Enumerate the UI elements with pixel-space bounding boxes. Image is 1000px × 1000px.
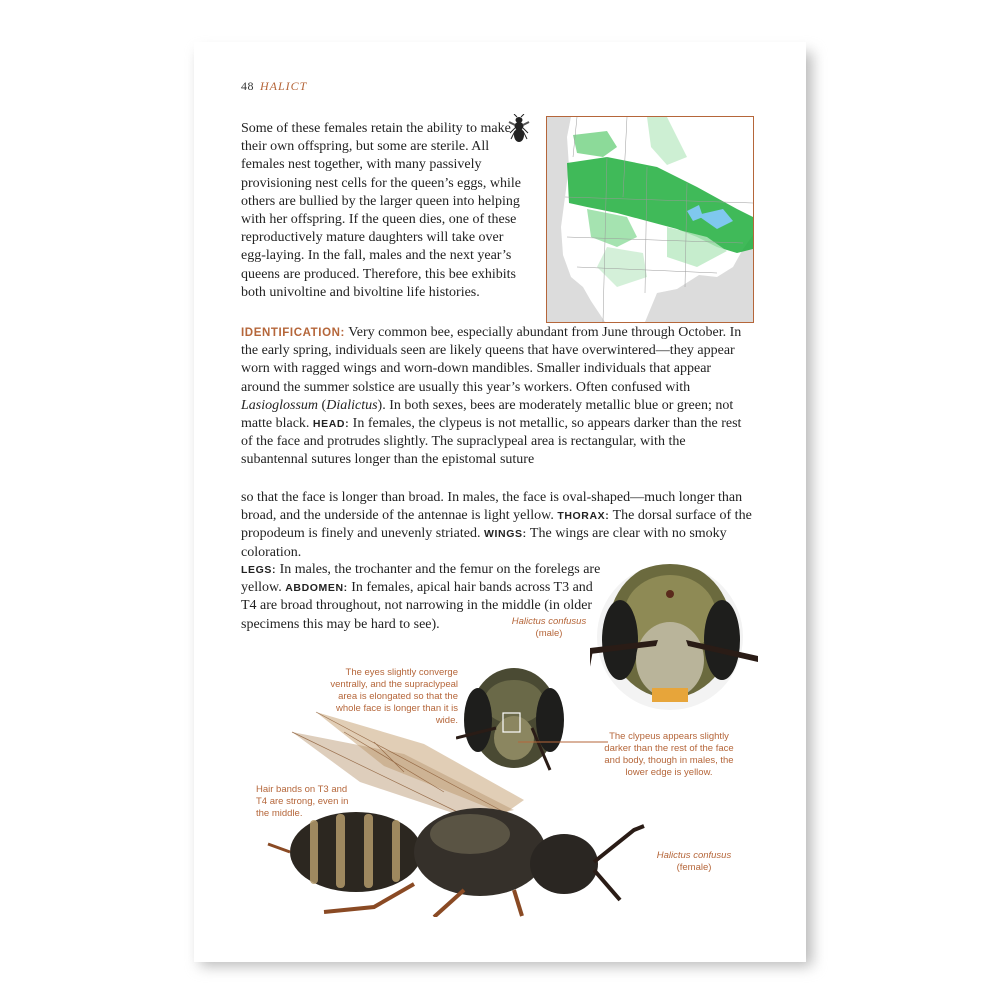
running-head: [241, 79, 307, 94]
identification-text-b: ). In both sexes, bees are moderately metallic blue or green; not matte black.: [241, 397, 734, 432]
male-caption: [494, 616, 604, 640]
identification-text-a: Very common bee, especially abundant from June through October. In the early spring, individuals seen are likely queens that have overwintered—they appear worn with ragged wings and worn-down mandibles. Smaller individuals that appear around the summer solstice are usually this year’s workers. Often confused with: [241, 325, 742, 395]
continued-paragraph: [241, 489, 753, 562]
identification-label: IDENTIFICATION:: [241, 327, 345, 339]
hairbands-note: Hair bands on T3 and T4 are strong, even in the middle.: [256, 784, 349, 819]
thorax-label: THORAX:: [557, 510, 610, 523]
head-label: HEAD:: [312, 418, 350, 431]
head-text: In females, the clypeus is not metallic, so appears darker than the rest of the face and protrudes slightly. The supraclypeal area is rectangular, with the subantennal sutures longer than the epistomal suture: [241, 416, 742, 468]
continued-text: so that the face is longer than broad. In males, the face is oval-shaped—much longer than broad, and the underside of the antennae is light yellow.: [241, 490, 743, 524]
male-sex-label: (male): [535, 628, 563, 639]
section-title: HALICT: [260, 79, 308, 93]
male-species-name: Halictus confusus: [511, 616, 587, 627]
wings-text: The wings are clear with no smoky coloration.: [241, 526, 727, 560]
open-paren: (: [318, 397, 327, 413]
book-page: [194, 42, 806, 962]
thorax-text: The dorsal surface of the propodeum is finely and unevenly striated.: [241, 508, 752, 542]
page-number: 48: [241, 79, 254, 93]
clypeus-note: The clypeus appears slightly darker than the rest of the face and body, though in males, the lower edge is yellow.: [604, 731, 734, 778]
abdomen-text: In females, apical hair bands across T3 and T4 are broad throughout, not narrowing in the middle (in older specimens this may be hard to see).: [241, 580, 593, 632]
wings-label: WINGS:: [484, 528, 527, 541]
range-map: [546, 116, 754, 323]
subgenus-name: Dialictus: [326, 397, 378, 413]
male-face-photo: [590, 560, 758, 714]
genus-name: Lasioglossum: [241, 397, 319, 413]
female-caption: [644, 850, 744, 874]
legs-text: In males, the trochanter and the femur on the forelegs are yellow.: [241, 562, 601, 596]
eyes-note: The eyes slightly converge ventrally, and the supraclypeal area is elongated so that the whole face is longer than it is wide.: [330, 667, 458, 726]
intro-paragraph: Some of these females retain the ability to make their own offspring, but some are sterile. All females nest together, with many passively provisioning nest cells for the queen’s eggs, while others are bullied by the larger queen into helping with her offspring. If the queen dies, one of these reproductively mature daughters will take over egg-laying. In the fall, males and the next year’s queens are produced. Therefore, this bee exhibits both univoltine and bivoltine life histories.: [241, 121, 521, 300]
identification-paragraph: [241, 324, 753, 470]
abdomen-label: ABDOMEN:: [285, 582, 348, 595]
bee-icon: [508, 114, 530, 144]
female-sex-label: (female): [676, 862, 712, 873]
legs-label: LEGS:: [241, 564, 277, 576]
female-species-name: Halictus confusus: [656, 850, 732, 861]
